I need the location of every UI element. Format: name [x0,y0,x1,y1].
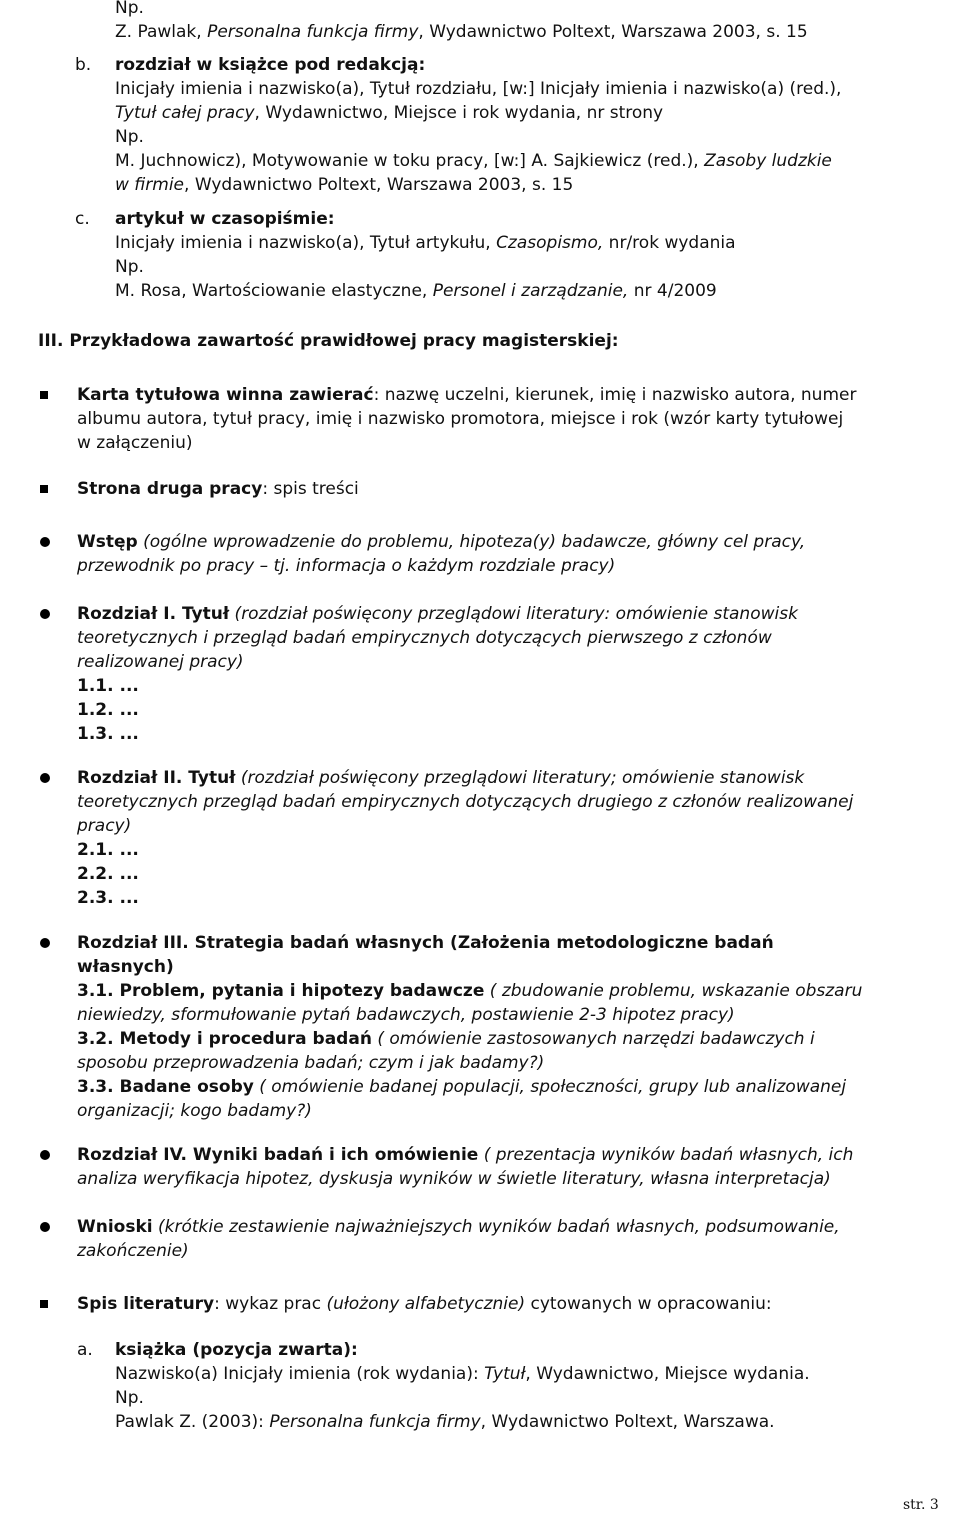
chapter-example-line1: M. Juchnowicz), Motywowanie w toku pracy, [w:] A. Sajkiewicz (red.), Zasoby ludzkie [115,151,832,171]
rozdzial3-line1: Rozdział III. Strategia badań własnych (Założenia metodologiczne badań [77,933,774,953]
book-heading: książka (pozycja zwarta): [115,1340,358,1360]
square-bullet-icon [40,1300,48,1308]
point-3-3-line2: organizacji; kogo badamy?) [77,1101,312,1121]
book-example: Pawlak Z. (2003): Personalna funkcja firmy, Wydawnictwo Poltext, Warszawa. [115,1412,775,1432]
point-3-1-line2: niewiedzy, sformułowanie pytań badawczych, postawienie 2-3 hipotez pracy) [77,1005,735,1025]
rozdzial1-line3: realizowanej pracy) [77,652,244,672]
round-bullet-icon [40,609,50,619]
spis-literatury: Spis literatury: wykaz prac (ułożony alfabetycznie) cytowanych w opracowaniu: [77,1294,772,1314]
rozdzial1-line1: Rozdział I. Tytuł (rozdział poświęcony przeglądowi literatury: omówienie stanowisk [77,604,798,624]
point-3-2-line1: 3.2. Metody i procedura badań ( omówienie zastosowanych narzędzi badawczych i [77,1029,815,1049]
subsection-1-1: 1.1. ... [77,676,139,696]
book-format: Nazwisko(a) Inicjały imienia (rok wydania): Tytuł, Wydawnictwo, Miejsce wydania. [115,1364,810,1384]
subsection-2-2: 2.2. ... [77,864,139,884]
round-bullet-icon [40,773,50,783]
np-label: Np. [115,0,144,18]
square-bullet-icon [40,485,48,493]
square-bullet-icon [40,391,48,399]
rozdzial2-line3: pracy) [77,816,132,836]
karta-line3: w załączeniu) [77,433,193,453]
page-number: str. 3 [903,1497,939,1513]
point-3-1-line1: 3.1. Problem, pytania i hipotezy badawcze ( zbudowanie problemu, wskazanie obszaru [77,981,863,1001]
rozdzial3-line2: własnych) [77,957,174,977]
chapter-heading: rozdział w książce pod redakcją: [115,55,426,75]
wstep-line1: Wstęp (ogólne wprowadzenie do problemu, hipoteza(y) badawcze, główny cel pracy, [77,532,806,552]
list-marker-a: a. [77,1340,93,1360]
chapter-example-line2: w firmie, Wydawnictwo Poltext, Warszawa 2003, s. 15 [115,175,574,195]
example-book: Z. Pawlak, Personalna funkcja firmy, Wydawnictwo Poltext, Warszawa 2003, s. 15 [115,22,808,42]
np-label: Np. [115,127,144,147]
round-bullet-icon [40,1222,50,1232]
np-label: Np. [115,257,144,277]
subsection-2-3: 2.3. ... [77,888,139,908]
rozdzial2-line1: Rozdział II. Tytuł (rozdział poświęcony przeglądowi literatury; omówienie stanowisk [77,768,805,788]
round-bullet-icon [40,1150,50,1160]
subsection-1-2: 1.2. ... [77,700,139,720]
subsection-1-3: 1.3. ... [77,724,139,744]
rozdzial2-line2: teoretycznych przegląd badań empirycznych dotyczących drugiego z członów realizowanej [77,792,854,812]
list-marker-b: b. [75,55,92,75]
karta-line1: Karta tytułowa winna zawierać: nazwę uczelni, kierunek, imię i nazwisko autora, numer [77,385,857,405]
strona-druga: Strona druga pracy: spis treści [77,479,359,499]
rozdzial4-line1: Rozdział IV. Wyniki badań i ich omówienie ( prezentacja wyników badań własnych, ich [77,1145,854,1165]
karta-line2: albumu autora, tytuł pracy, imię i nazwisko promotora, miejsce i rok (wzór karty tytułowej [77,409,844,429]
chapter-format-line1: Inicjały imienia i nazwisko(a), Tytuł rozdziału, [w:] Inicjały imienia i nazwisko(a) (red.), [115,79,842,99]
wnioski-line2: zakończenie) [77,1241,189,1261]
article-format: Inicjały imienia i nazwisko(a), Tytuł artykułu, Czasopismo, nr/rok wydania [115,233,736,253]
round-bullet-icon [40,938,50,948]
section-heading: III. Przykładowa zawartość prawidłowej pracy magisterskiej: [38,331,619,351]
list-marker-c: c. [75,209,90,229]
point-3-3-line1: 3.3. Badane osoby ( omówienie badanej populacji, społeczności, grupy lub analizowanej [77,1077,847,1097]
article-heading: artykuł w czasopiśmie: [115,209,335,229]
wstep-line2: przewodnik po pracy – tj. informacja o każdym rozdziale pracy) [77,556,616,576]
subsection-2-1: 2.1. ... [77,840,139,860]
round-bullet-icon [40,537,50,547]
np-label: Np. [115,1388,144,1408]
article-example: M. Rosa, Wartościowanie elastyczne, Personel i zarządzanie, nr 4/2009 [115,281,717,301]
wnioski-line1: Wnioski (krótkie zestawienie najważniejszych wyników badań własnych, podsumowanie, [77,1217,840,1237]
rozdzial4-line2: analiza weryfikacja hipotez, dyskusja wyników w świetle literatury, własna interpretacja) [77,1169,831,1189]
rozdzial1-line2: teoretycznych i przegląd badań empirycznych dotyczących pierwszego z członów [77,628,772,648]
chapter-format-line2: Tytuł całej pracy, Wydawnictwo, Miejsce i rok wydania, nr strony [115,103,664,123]
point-3-2-line2: sposobu przeprowadzenia badań; czym i jak badamy?) [77,1053,545,1073]
